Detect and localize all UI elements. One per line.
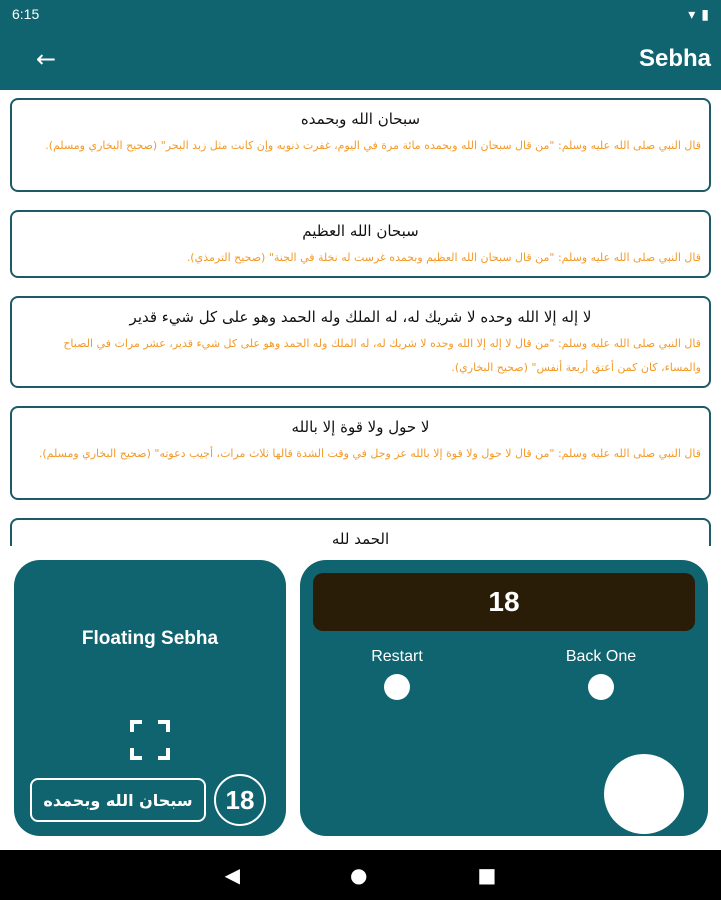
count-tap-button[interactable]: [604, 754, 684, 834]
dhikr-list[interactable]: [0, 90, 721, 546]
restart-control[interactable]: [360, 648, 434, 700]
fullscreen-icon[interactable]: [130, 720, 170, 760]
home-nav-icon[interactable]: ●: [350, 863, 368, 887]
back-one-label: Back One: [565, 648, 637, 665]
status-time: 6:15: [12, 6, 40, 22]
dhikr-desc: قال النبي صلى الله عليه وسلم: "من قال لا إله إلا الله وحده لا شريك له، له الملك وله الحمد وهو على كل شيء قدير، عشر مرات في الصباح والمساء، كان كمن أعتق أربعة أنفس" (صحيح البخاري).: [63, 337, 701, 374]
dhikr-title: سبحان الله وبحمده: [300, 110, 421, 128]
dhikr-desc: قال النبي صلى الله عليه وسلم: "من قال سبحان الله وبحمده مائة مرة في اليوم، غفرت ذنوبه وإن كانت مثل زبد البحر" (صحيح البخاري ومسلم).: [45, 139, 701, 152]
dhikr-card[interactable]: [10, 98, 711, 192]
restart-button[interactable]: [384, 674, 410, 700]
dhikr-card[interactable]: [10, 518, 711, 546]
system-nav-bar: [0, 850, 721, 900]
restart-label: Restart: [371, 648, 423, 665]
back-one-control[interactable]: [556, 648, 646, 700]
floating-count-bubble[interactable]: 18: [214, 774, 266, 826]
page-title: Sebha: [638, 45, 711, 72]
dhikr-title: الحمد لله: [331, 530, 390, 546]
dhikr-desc: قال النبي صلى الله عليه وسلم: "من قال سبحان الله العظيم وبحمده غرست له نخلة في الجنة" (صحيح الترمذي).: [186, 251, 701, 264]
dhikr-card[interactable]: [10, 296, 711, 388]
dhikr-card[interactable]: [10, 210, 711, 278]
arrow-left-icon[interactable]: ←: [36, 45, 57, 73]
floating-dhikr-button[interactable]: سبحان الله وبحمده: [30, 778, 206, 822]
back-nav-icon[interactable]: ◀: [224, 863, 241, 887]
counter-panel: [300, 560, 708, 836]
floating-sebha-label: Floating Sebha: [81, 628, 219, 649]
dhikr-title: لا حول ولا قوة إلا بالله: [291, 418, 430, 436]
dhikr-desc: قال النبي صلى الله عليه وسلم: "من قال لا حول ولا قوة إلا بالله عز وجل في وقت الشدة قالها ثلاث مرات، أجيب دعوته" (صحيح البخاري ومسلم).: [38, 447, 701, 460]
dhikr-card[interactable]: [10, 406, 711, 500]
wifi-icon: ▾: [688, 5, 696, 22]
dhikr-title: لا إله إلا الله وحده لا شريك له، له الملك وله الحمد وهو على كل شيء قدير: [129, 308, 592, 326]
counter-display: 18: [313, 573, 695, 631]
status-icons: [688, 6, 709, 23]
back-one-button[interactable]: [588, 674, 614, 700]
status-bar: [0, 0, 721, 28]
recents-nav-icon[interactable]: ■: [477, 863, 497, 887]
dhikr-title: سبحان الله العظيم: [302, 222, 419, 240]
battery-icon: ▮: [701, 5, 709, 22]
app-bar: [0, 28, 721, 90]
